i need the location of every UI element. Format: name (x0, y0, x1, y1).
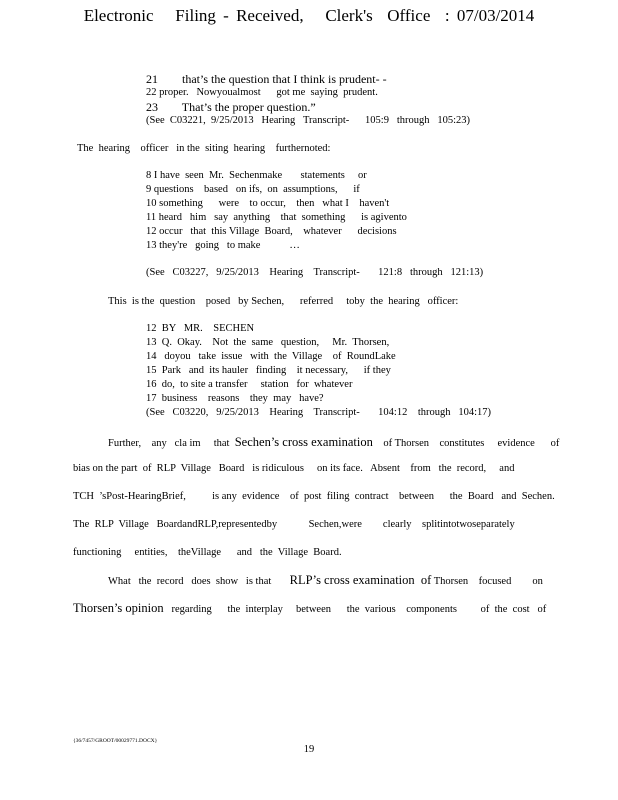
paragraph-record-shows-line-2 (73, 601, 546, 616)
paragraph-bias-claim-text-c: of Thorsen constitutes evidence of (372, 438, 560, 449)
paragraph-bias-claim-text-a: Further, any cla im that (108, 438, 235, 449)
quote3-line-6: 17 business reasons they may have? (146, 393, 324, 404)
quote1-line-1: 21 that’s the question that I think is prudent- - (146, 72, 387, 86)
quote2-line-6: 13 they're going to make … (146, 240, 300, 251)
quote3-line-1: 12 BY MR. SECHEN (146, 323, 255, 334)
paragraph-bias-claim-line-5: functioning entities, theVillage and the Village Board. (73, 547, 342, 558)
paragraph-intro-hearing-officer: The hearing officer in the siting hearing furthernoted: (77, 143, 331, 154)
paragraph-bias-claim-line-1 (108, 435, 559, 450)
paragraph-record-shows-text-d: regarding the interplay between the various components of the cost of (163, 604, 547, 615)
quote3-line-3: 14 doyou take issue with the Village of RoundLake (146, 351, 396, 362)
filing-header: Electronic Filing - Received, Clerk's Office : 07/03/2014 (83, 6, 535, 25)
paragraph-bias-claim-line-2: bias on the part of RLP Village Board is ridiculous on its face. Absent from the record, and (73, 463, 515, 474)
quote3-citation: (See C03220, 9/25/2013 Hearing Transcript- 104:12 through 104:17) (146, 407, 492, 418)
paragraph-record-shows-emphasis-2: Thorsen’s opinion (73, 601, 164, 615)
quote1-line-2: 22 proper. Nowyoualmost got me saying prudent. (146, 87, 378, 98)
quote3-line-5: 16 do, to site a transfer station for whatever (146, 379, 353, 390)
quote1-citation: (See C03221, 9/25/2013 Hearing Transcript- 105:9 through 105:23) (146, 115, 471, 126)
paragraph-bias-claim-line-3: TCH ’sPost-HearingBrief, is any evidence of post filing contract between the Board and Sechen. (73, 491, 555, 502)
quote2-line-3: 10 something were to occur, then what I haven't (146, 198, 390, 209)
quote3-line-2: 13 Q. Okay. Not the same question, Mr. Thorsen, (146, 337, 390, 348)
quote3-line-4: 15 Park and its hauler finding it necessary, if they (146, 365, 391, 376)
paragraph-record-shows-text-a: What the record does show is that (108, 576, 290, 587)
page-number: 19 (303, 744, 315, 755)
paragraph-record-shows-text-c: Thorsen focused on (431, 576, 543, 587)
quote2-line-2: 9 questions based on ifs, on assumptions, if (146, 184, 360, 195)
paragraph-bias-claim-emphasis: Sechen’s cross examination (234, 435, 373, 449)
paragraph-record-shows-line-1 (108, 573, 543, 588)
document-id: {36/7457/GROOT/00029771.DOCX} (73, 738, 158, 744)
quote2-citation: (See C03227, 9/25/2013 Hearing Transcript- 121:8 through 121:13) (146, 267, 484, 278)
paragraph-bias-claim-line-4: The RLP Village BoardandRLP,representedby Sechen,were clearly splitintotwoseparately (73, 519, 515, 530)
quote1-line-3: 23 That’s the proper question.” (146, 100, 316, 114)
quote2-line-4: 11 heard him say anything that something is agivento (146, 212, 407, 223)
quote2-line-1: 8 I have seen Mr. Sechenmake statements or (146, 170, 367, 181)
paragraph-record-shows-emphasis: RLP’s cross examination of (289, 573, 432, 587)
quote2-line-5: 12 occur that this Village Board, whatever decisions (146, 226, 397, 237)
paragraph-question-posed: This is the question posed by Sechen, referred toby the hearing officer: (108, 296, 459, 307)
